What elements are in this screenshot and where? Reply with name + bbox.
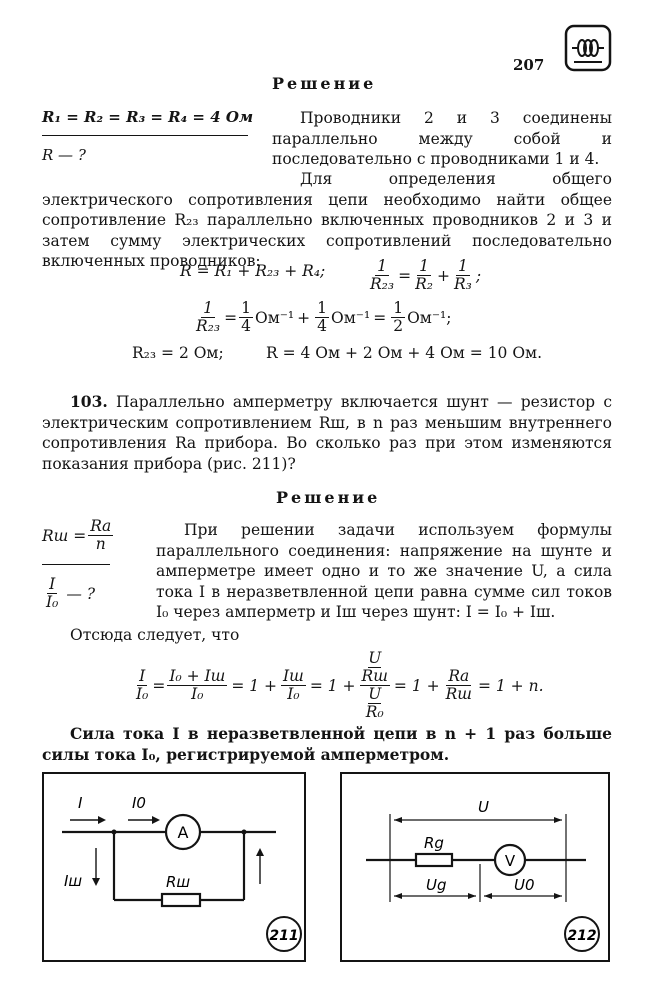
problem-text: Параллельно амперметру включается шунт — резистор с электрическим сопротивлением Rш, в n раз меньшим внутреннего сопротивления Rа прибора. Во сколько раз при этом изменяются показания прибора (рис. 211)?	[42, 393, 612, 473]
svg-text:Ug: Ug	[426, 876, 447, 894]
svg-text:211: 211	[269, 928, 299, 944]
solution-heading: Решение	[272, 74, 377, 93]
svg-text:Iш: Iш	[64, 872, 83, 890]
svg-text:I: I	[78, 794, 83, 812]
svg-text:V: V	[504, 852, 516, 870]
problem-number: 103.	[70, 392, 108, 411]
svg-text:U: U	[478, 798, 489, 816]
svg-text:I0: I0	[132, 794, 146, 812]
figure-212-circuit	[342, 774, 607, 959]
given-resistances: R₁ = R₂ = R₃ = R₄ = 4 Ом	[42, 108, 254, 126]
solution2-conclusion: Сила тока I в неразветвленной цепи в n + 1 раз больше силы тока I₀, регистрируемой амперметром.	[42, 724, 612, 764]
problem-103	[42, 392, 612, 474]
figure-211-circuit	[44, 774, 303, 959]
equation-r23-value: R₂₃ = 2 Ом;	[132, 344, 224, 362]
svg-text:A: A	[177, 823, 189, 842]
figure-212	[340, 772, 610, 962]
equation-total-resistance: R = 4 Ом + 2 Ом + 4 Ом = 10 Ом.	[266, 344, 543, 362]
shunt-resistor	[162, 894, 200, 906]
given-divider	[42, 135, 248, 136]
given-divider-2	[42, 564, 110, 565]
equation-parallel-reciprocal: $\frac{1}{\text{R₂₃}}$ = $\frac{1}{\text{R₂}}$ + $\frac{1}{\text{R₃}}$ ;	[370, 257, 482, 293]
solution2-heading: Решение	[276, 488, 381, 507]
solution1-paragraph1: Проводники 2 и 3 соединены параллельно между собой и последовательно с проводниками 1 и 4.	[272, 109, 612, 168]
svg-text:U0: U0	[514, 876, 535, 894]
equation-numeric-reciprocal: $\frac{1}{\text{R₂₃}}$ = $\frac{1}{4}$ Ом⁻¹ + $\frac{1}{4}$ Ом⁻¹ = $\frac{1}{2}$ Ом⁻¹;	[196, 299, 452, 335]
given-shunt-resistance: Rш = $\frac{Rа}{n}$	[42, 517, 112, 553]
solution2-paragraph1: При решении задачи используем формулы параллельного соединения: напряжение на шунте и амперметре имеет одно и то же значение U, а сила тока I в неразветвленной цепи равна сумме сил токов I₀ через амперметр и Iш через шунт: I = I₀ + Iш.	[156, 521, 612, 621]
coil-emblem-icon	[564, 24, 612, 72]
find-current-ratio: $\frac{I}{\text{I₀}}$ — ?	[46, 575, 96, 611]
solution1-paragraph2: Для определения общего электрического сопротивления цепи необходимо найти общее сопротивление R₂₃ параллельно включенных проводников 2 и 3 и затем сумму электрических сопротивлений последовательно включенных проводников:	[42, 170, 612, 270]
solution2-paragraph2: Отсюда следует, что	[70, 626, 240, 644]
find-resistance: R — ?	[42, 146, 86, 164]
figure-211	[42, 772, 306, 962]
svg-text:Rш: Rш	[166, 873, 191, 891]
svg-text:Rg: Rg	[424, 834, 444, 852]
equation-series-sum: R = R₁ + R₂₃ + R₄;	[180, 262, 326, 280]
resistor-rg	[416, 854, 452, 866]
page-number: 207	[513, 56, 545, 74]
svg-text:212: 212	[567, 928, 597, 944]
equation-current-ratio: $\frac{I}{\text{I₀}}$ = $\frac{\text{I₀ + Iш}}{\text{I₀}}$ = 1 + $\frac{Iш}{\text{I₀}}$ = 1 + U Rш U R₀ = 1 + $\frac{Rа}{Rш}$ = 1 + n.	[136, 649, 544, 721]
